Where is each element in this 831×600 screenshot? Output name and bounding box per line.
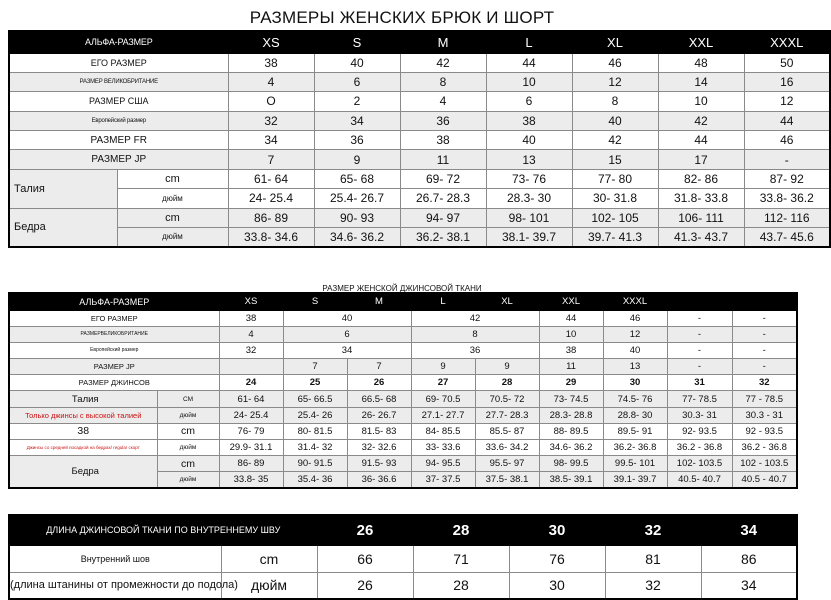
table-cell: 91.5- 93 <box>347 456 411 472</box>
table-cell: 38.5- 39.1 <box>539 472 603 488</box>
table-row <box>9 440 797 456</box>
table-cell: 4 <box>400 92 486 111</box>
table-cell: 31.4- 32 <box>283 440 347 456</box>
row-label-uk-size: РАЗМЕР ВЕЛИКОБРИТАНИЕ <box>9 72 228 91</box>
table-cell: 6 <box>486 92 572 111</box>
unit-cm: cm <box>221 545 317 572</box>
table-cell: 86- 89 <box>228 208 314 227</box>
table-cell: 33.8- 34.6 <box>228 228 314 247</box>
size-m: M <box>347 293 411 310</box>
table-cell: 46 <box>744 131 830 150</box>
row-label-jp-size: РАЗМЕР JP <box>9 150 228 169</box>
table-cell: 36.2 - 36.8 <box>667 440 732 456</box>
table-cell: 44 <box>658 131 744 150</box>
table-cell: 94- 97 <box>400 208 486 227</box>
unit-cm: cm <box>157 423 219 439</box>
table2-header-row <box>9 293 797 310</box>
table-row <box>9 208 830 227</box>
womens-pants-shorts-size-table <box>8 8 814 248</box>
table-cell: 6 <box>283 326 411 342</box>
table-cell: 26- 26.7 <box>347 407 411 423</box>
table1-header-row <box>9 31 830 53</box>
size-xl: XL <box>572 31 658 53</box>
table-row <box>9 342 797 358</box>
table-cell: 33- 33.6 <box>411 440 475 456</box>
table-cell: 106- 111 <box>658 208 744 227</box>
table2-title: РАЗМЕР ЖЕНСКОЙ ДЖИНСОВОЙ ТКАНИ <box>322 284 482 293</box>
table-row <box>9 92 830 111</box>
table-cell: 40.5 - 40.7 <box>732 472 797 488</box>
table-cell: 77- 80 <box>572 169 658 188</box>
table-cell: 30 <box>509 572 605 599</box>
table-cell: 13 <box>603 359 667 375</box>
table-cell: 48 <box>658 53 744 72</box>
table-cell: - <box>732 326 797 342</box>
table-cell: 73- 74.5 <box>539 391 603 407</box>
table-cell: 42 <box>411 310 539 326</box>
table-cell: 32 <box>605 572 701 599</box>
table-row <box>9 545 797 572</box>
row-label-fr-size: РАЗМЕР FR <box>9 131 228 150</box>
table-cell: 29.9- 31.1 <box>219 440 283 456</box>
table-cell: 98- 101 <box>486 208 572 227</box>
table-cell: 71 <box>413 545 509 572</box>
table-cell: 38.1- 39.7 <box>486 228 572 247</box>
table-row <box>9 131 830 150</box>
table-cell: 89.5- 91 <box>603 423 667 439</box>
table-cell: 73- 76 <box>486 169 572 188</box>
inseam-size: 34 <box>701 515 797 545</box>
table-cell: 44 <box>486 53 572 72</box>
table-cell: 80- 81.5 <box>283 423 347 439</box>
table-cell: 24 <box>219 375 283 391</box>
table-cell: 30.3 - 31 <box>732 407 797 423</box>
table-cell: 76- 79 <box>219 423 283 439</box>
table-row <box>9 375 797 391</box>
size-s: S <box>283 293 347 310</box>
table-cell: 7 <box>228 150 314 169</box>
unit-inch: дюйм <box>157 407 219 423</box>
unit-inch: дюйм <box>221 572 317 599</box>
table-cell: 37- 37.5 <box>411 472 475 488</box>
hips-label: Бедра <box>9 208 117 247</box>
table-cell: 29 <box>539 375 603 391</box>
table1-title: РАЗМЕРЫ ЖЕНСКИХ БРЮК И ШОРТ <box>246 8 558 28</box>
unit-inch: дюйм <box>117 189 228 208</box>
table-row <box>9 359 797 375</box>
table-cell: 6 <box>314 72 400 91</box>
table1-header-label: АЛЬФА-РАЗМЕР <box>9 31 228 53</box>
table-cell: 34.6- 36.2 <box>314 228 400 247</box>
table-cell: 94- 95.5 <box>411 456 475 472</box>
table-cell: 17 <box>658 150 744 169</box>
table-cell: 4 <box>228 72 314 91</box>
table3-grid <box>8 514 798 600</box>
table-cell: 38 <box>539 342 603 358</box>
womens-denim-size-table <box>8 278 796 489</box>
table-cell: 50 <box>744 53 830 72</box>
table-cell: 70.5- 72 <box>475 391 539 407</box>
table-cell: 32- 32.6 <box>347 440 411 456</box>
table-cell: 28 <box>413 572 509 599</box>
table-cell: 42 <box>400 53 486 72</box>
unit-cm: cm <box>157 456 219 472</box>
table-cell: - <box>667 359 732 375</box>
table-cell: 40 <box>283 310 411 326</box>
table-cell: 38 <box>219 310 283 326</box>
table-cell: 95.5- 97 <box>475 456 539 472</box>
table-cell: 16 <box>744 72 830 91</box>
table-cell: - <box>732 310 797 326</box>
table-cell: 28.8- 30 <box>603 407 667 423</box>
table-cell: 36 <box>314 131 400 150</box>
table-cell: 34 <box>228 131 314 150</box>
table3-header-label: ДЛИНА ДЖИНСОВОЙ ТКАНИ ПО ВНУТРЕННЕМУ ШВУ <box>9 515 317 545</box>
table-cell: 38 <box>228 53 314 72</box>
table-row <box>9 53 830 72</box>
table-cell: 102- 103.5 <box>667 456 732 472</box>
table-cell: 32 <box>228 111 314 130</box>
table-cell: 9 <box>475 359 539 375</box>
table-row <box>9 456 797 472</box>
table-cell: 13 <box>486 150 572 169</box>
table-cell: 28.3- 28.8 <box>539 407 603 423</box>
table-cell: 38 <box>486 111 572 130</box>
table-cell: 8 <box>411 326 539 342</box>
size-s: S <box>314 31 400 53</box>
table-cell: 76 <box>509 545 605 572</box>
table-cell: 34 <box>283 342 411 358</box>
row-label-uk-size: РАЗМЕРВЕЛИКОБРИТАНИЕ <box>9 326 219 342</box>
table-cell: 98- 99.5 <box>539 456 603 472</box>
size-xxxl: XXXL <box>603 293 667 310</box>
table-cell: 92- 93.5 <box>667 423 732 439</box>
table-row <box>9 169 830 188</box>
table-cell: 25.4- 26 <box>283 407 347 423</box>
table-cell: 86 <box>701 545 797 572</box>
hips-label: Бедра <box>9 456 157 488</box>
table-cell: 14 <box>658 72 744 91</box>
table-cell: 66.5- 68 <box>347 391 411 407</box>
size-xxl: XXL <box>539 293 603 310</box>
table-cell: 7 <box>283 359 347 375</box>
table-cell: 12 <box>744 92 830 111</box>
table-cell: 102 - 103.5 <box>732 456 797 472</box>
table-cell: 30 <box>603 375 667 391</box>
table-cell: 86- 89 <box>219 456 283 472</box>
table-cell: 36 <box>400 111 486 130</box>
table-cell: 33.8- 35 <box>219 472 283 488</box>
table-row <box>9 310 797 326</box>
table-cell: 88- 89.5 <box>539 423 603 439</box>
table-cell: 65- 68 <box>314 169 400 188</box>
unit-inch: дюйм <box>157 472 219 488</box>
row-label-eu-size: Европейский размер <box>9 342 219 358</box>
table-cell: 40 <box>572 111 658 130</box>
table-cell: 69- 70.5 <box>411 391 475 407</box>
table-cell: 42 <box>658 111 744 130</box>
table-cell: 102- 105 <box>572 208 658 227</box>
table-cell: 9 <box>411 359 475 375</box>
table-cell: 30.3- 31 <box>667 407 732 423</box>
unit-cm: cm <box>117 169 228 188</box>
table-cell: 81 <box>605 545 701 572</box>
table-cell: 40 <box>486 131 572 150</box>
inseam-size: 26 <box>317 515 413 545</box>
table-cell: 90- 93 <box>314 208 400 227</box>
table-cell: 24- 25.4 <box>219 407 283 423</box>
table-cell: 34 <box>701 572 797 599</box>
high-waist-note: Только джинсы с высокой талией <box>9 407 157 423</box>
table-cell: 34.6- 36.2 <box>539 440 603 456</box>
table-cell: 112- 116 <box>744 208 830 227</box>
table-cell: 10 <box>539 326 603 342</box>
table-cell: 30- 31.8 <box>572 189 658 208</box>
table-cell: 61- 64 <box>228 169 314 188</box>
table-cell: 32 <box>219 342 283 358</box>
table-cell: 25.4- 26.7 <box>314 189 400 208</box>
row-label-his-size: ЕГО РАЗМЕР <box>9 53 228 72</box>
table-cell: 32 <box>732 375 797 391</box>
table2-grid <box>8 292 798 489</box>
table-cell: 27 <box>411 375 475 391</box>
table-cell: 40.5- 40.7 <box>667 472 732 488</box>
mid-rise-value: 38 <box>9 423 157 439</box>
table-cell: 92 - 93.5 <box>732 423 797 439</box>
waist-label: Талия <box>9 391 157 407</box>
inseam-size: 32 <box>605 515 701 545</box>
table-cell: - <box>667 342 732 358</box>
unit-inch: дюйм <box>117 228 228 247</box>
table1-grid <box>8 30 831 248</box>
table-row <box>9 111 830 130</box>
table-cell: - <box>744 150 830 169</box>
table-cell: 77- 78.5 <box>667 391 732 407</box>
table-cell: 8 <box>572 92 658 111</box>
table-row <box>9 72 830 91</box>
table-cell: 69- 72 <box>400 169 486 188</box>
table-cell: 26.7- 28.3 <box>400 189 486 208</box>
table-cell: 10 <box>486 72 572 91</box>
table-cell: 15 <box>572 150 658 169</box>
table-cell: 25 <box>283 375 347 391</box>
table-cell: 36 <box>411 342 539 358</box>
mid-rise-note: Джинсы со средней посадкой на бедрах/ regular скорт <box>9 440 157 456</box>
size-empty <box>732 293 797 310</box>
table-cell: 40 <box>603 342 667 358</box>
table-cell: 42 <box>572 131 658 150</box>
table-cell: 87- 92 <box>744 169 830 188</box>
size-xl: XL <box>475 293 539 310</box>
table-cell: 28 <box>475 375 539 391</box>
table-cell: 27.1- 27.7 <box>411 407 475 423</box>
table-cell: 8 <box>400 72 486 91</box>
table-cell: 24- 25.4 <box>228 189 314 208</box>
table-row <box>9 228 830 247</box>
table2-header-label: АЛЬФА-РАЗМЕР <box>9 293 219 310</box>
table-cell: 36- 36.6 <box>347 472 411 488</box>
table-cell: 36.2- 38.1 <box>400 228 486 247</box>
table-cell: 39.7- 41.3 <box>572 228 658 247</box>
table-cell: - <box>732 359 797 375</box>
table-row <box>9 326 797 342</box>
unit-inch: дюйм <box>157 440 219 456</box>
size-empty <box>667 293 732 310</box>
size-l: L <box>486 31 572 53</box>
table-cell: 11 <box>539 359 603 375</box>
inseam-note: (длина штанины от промежности до подола) <box>9 572 221 599</box>
table-cell: - <box>667 326 732 342</box>
row-label-eu-size: Европейский размер <box>9 111 228 130</box>
table-cell: 36.2- 36.8 <box>603 440 667 456</box>
table-cell: 28.3- 30 <box>486 189 572 208</box>
table-cell: 46 <box>603 310 667 326</box>
table-cell: 33.8- 36.2 <box>744 189 830 208</box>
table-row <box>9 407 797 423</box>
size-m: M <box>400 31 486 53</box>
table-cell: 85.5- 87 <box>475 423 539 439</box>
table-row <box>9 572 797 599</box>
table-cell: 74.5- 76 <box>603 391 667 407</box>
table-cell: 27.7- 28.3 <box>475 407 539 423</box>
table-cell: 31.8- 33.8 <box>658 189 744 208</box>
row-label-jp-size: РАЗМЕР JP <box>9 359 219 375</box>
table-cell: 39.1- 39.7 <box>603 472 667 488</box>
table-cell: 2 <box>314 92 400 111</box>
table-cell: 84- 85.5 <box>411 423 475 439</box>
unit-cm: СМ <box>157 391 219 407</box>
inseam-size: 30 <box>509 515 605 545</box>
table-cell: 82- 86 <box>658 169 744 188</box>
table-cell: 34 <box>314 111 400 130</box>
table-cell: 36.2 - 36.8 <box>732 440 797 456</box>
table-row <box>9 423 797 439</box>
table-cell: 43.7- 45.6 <box>744 228 830 247</box>
table-cell: - <box>667 310 732 326</box>
table-cell: 12 <box>603 326 667 342</box>
table-cell: 10 <box>658 92 744 111</box>
table-cell: 44 <box>539 310 603 326</box>
table-cell: 37.5- 38.1 <box>475 472 539 488</box>
table-row <box>9 189 830 208</box>
table-cell: 81.5- 83 <box>347 423 411 439</box>
size-xxxl: XXXL <box>744 31 830 53</box>
inseam-size: 28 <box>413 515 509 545</box>
table-cell: 44 <box>744 111 830 130</box>
table-cell: 33.6- 34.2 <box>475 440 539 456</box>
table-cell: 38 <box>400 131 486 150</box>
table-row <box>9 391 797 407</box>
size-xxl: XXL <box>658 31 744 53</box>
table-cell: - <box>732 342 797 358</box>
table-cell: 11 <box>400 150 486 169</box>
denim-inseam-length-table <box>8 514 796 600</box>
row-label-us-size: РАЗМЕР США <box>9 92 228 111</box>
row-label-jeans-size: РАЗМЕР ДЖИНСОВ <box>9 375 219 391</box>
size-xs: XS <box>228 31 314 53</box>
table-cell: 35.4- 36 <box>283 472 347 488</box>
table-cell: 66 <box>317 545 413 572</box>
table3-header-row <box>9 515 797 545</box>
unit-cm: cm <box>117 208 228 227</box>
inseam-label: Внутренний шов <box>9 545 221 572</box>
table-cell: 90- 91.5 <box>283 456 347 472</box>
table-cell: 99.5- 101 <box>603 456 667 472</box>
table-cell: 9 <box>314 150 400 169</box>
table-row <box>9 150 830 169</box>
table-cell: 12 <box>572 72 658 91</box>
table-cell: 26 <box>347 375 411 391</box>
waist-label: Талия <box>9 169 117 208</box>
size-l: L <box>411 293 475 310</box>
size-xs: XS <box>219 293 283 310</box>
table-cell: 40 <box>314 53 400 72</box>
table-cell: 7 <box>347 359 411 375</box>
table-cell: 41.3- 43.7 <box>658 228 744 247</box>
table-cell <box>219 359 283 375</box>
table-cell: O <box>228 92 314 111</box>
row-label-his-size: ЕГО РАЗМЕР <box>9 310 219 326</box>
table-cell: 46 <box>572 53 658 72</box>
table-cell: 26 <box>317 572 413 599</box>
table-cell: 65- 66.5 <box>283 391 347 407</box>
table-cell: 61- 64 <box>219 391 283 407</box>
table-cell: 31 <box>667 375 732 391</box>
table-cell: 4 <box>219 326 283 342</box>
table-cell: 77 - 78.5 <box>732 391 797 407</box>
